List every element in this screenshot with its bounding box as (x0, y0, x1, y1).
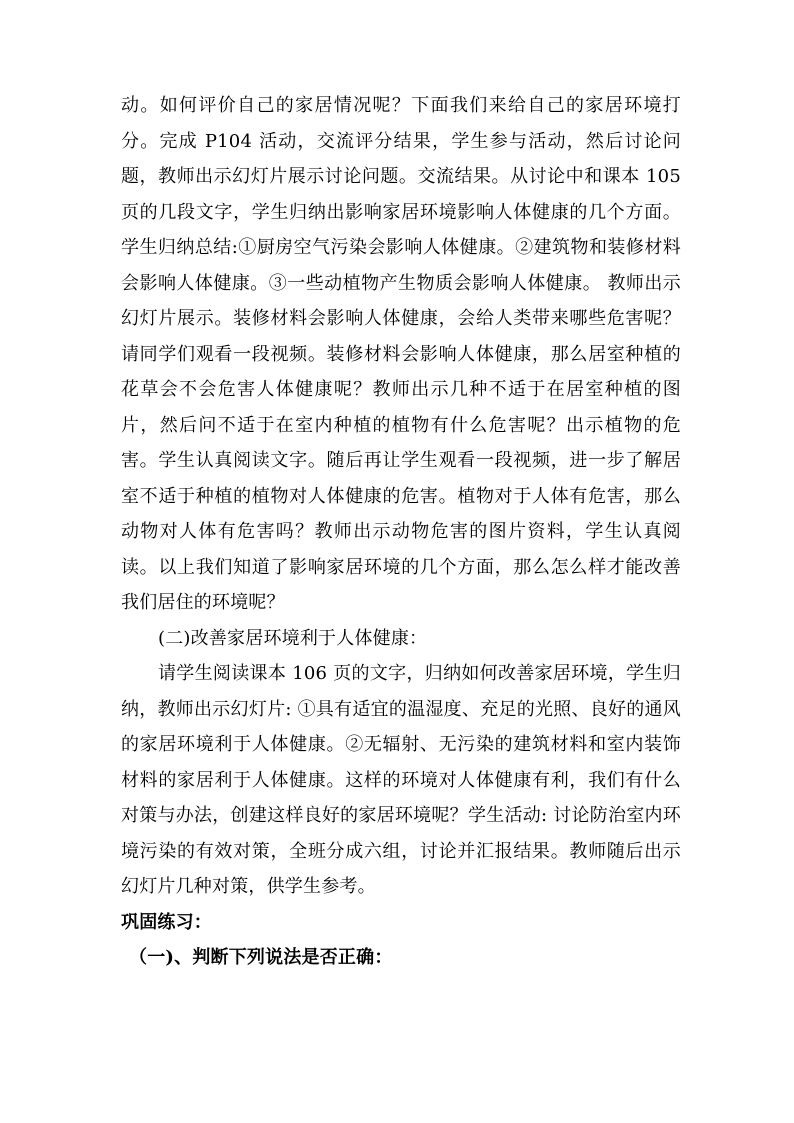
section-heading-improve-home: (二)改善家居环境利于人体健康： (158, 627, 428, 649)
body-paragraph-improve: 请学生阅读课本 106 页的文字，归纳如何改善家居环境，学生归纳，教师出示幻灯片: ①具有适宜的温湿度、充足的光照、良好的通风的家居环境利于人体健康。②无辐射、无污染的建筑材料和室内装饰材料的家居利于人体健康。这样的环境对人体健康有利，我们有什么对策与办法，创建这样良好的家居环境呢？学生活动: 讨论防治室内环境污染的有效对策，全班分成六组，讨论并汇报结果。教师随后出示幻灯片几种对策，供学生参考。 (121, 663, 681, 897)
exercise-subheading-true-false: （一)、判断下列说法是否正确： (129, 947, 393, 968)
exercise-heading: 巩固练习： (121, 911, 212, 933)
document-body (121, 88, 681, 976)
body-paragraph-activity: 动。如何评价自己的家居情况呢？下面我们来给自己的家居环境打分。完成 P104 活动，交流评分结果，学生参与活动，然后讨论问题，教师出示幻灯片展示讨论问题。交流结果。从讨论中和课本 105 页的几段文字，学生归纳出影响家居环境影响人体健康的几个方面。学生归纳总结:①厨房空气污染会影响人体健康。②建筑物和装修材料会影响人体健康。③一些动植物产生物质会影响人体健康。 教师出示幻灯片展示。装修材料会影响人体健康，会给人类带来哪些危害呢？请同学们观看一段视频。装修材料会影响人体健康，那么居室种植的花草会不会危害人体健康呢？教师出示几种不适于在居室种植的图片，然后问不适于在室内种植的植物有什么危害呢？出示植物的危害。学生认真阅读文字。随后再让学生观看一段视频，进一步了解居室不适于种植的植物对人体健康的危害。植物对于人体有危害，那么动物对人体有危害吗？教师出示动物危害的图片资料，学生认真阅读。以上我们知道了影响家居环境的几个方面，那么怎么样才能改善我们居住的环境呢？ (121, 95, 681, 613)
